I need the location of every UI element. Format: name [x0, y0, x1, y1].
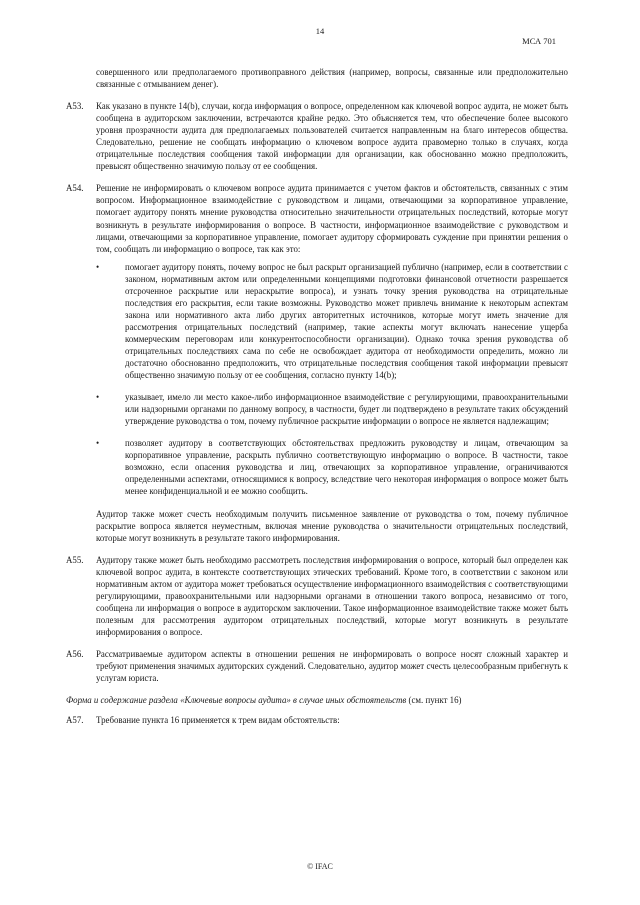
- after-bullets-text: Аудитор также может счесть необходимым получить письменное заявление от руководства о том, почему публичное раскрытие вопроса является неуместным, включая мнение руководства о значительности отрицательных последствий, которые могут возникнуть в результате такого информирования.: [96, 508, 568, 543]
- paragraph-text: Аудитору также может быть необходимо рассмотреть последствия информирования о вопросе, который был определен как ключевой вопрос аудита, в контексте соответствующих этических требований. Кроме того, в соответствии с законом или нормативным актом от аудитора может требоваться осуществление информационного взаимодействия с соответствующими регулирующими, правоохранительными или надзорными органами в отношении такого вопроса, независимо от того, сообщена ли информация о вопросе в аудиторском заключении. Такое информационное взаимодействие также может быть полезным для рассмотрения аудитором отрицательных последствий, которые могут возникнуть в результате информирования о вопросе.: [96, 554, 568, 637]
- paragraph-text: Решение не информировать о ключевом вопросе аудита принимается с учетом фактов и обстоятельств, связанных с этим вопросом. Информационное взаимодействие с руководством и лицами, отвечающими за корпоративное управление, помогает аудитору понять мнение руководства относительно значительности отрицательных последствий, которые могут возникнуть в результате информирования о вопросе. В частности, информационное взаимодействие с руководством и лицами, отвечающими за корпоративное управление, помогает аудитору сформировать суждение при принятии решения о том, сообщать ли информацию о вопросе, так как это:: [96, 183, 568, 254]
- paragraph-text: Требование пункта 16 применяется к трем видам обстоятельств:: [96, 715, 340, 726]
- paragraph-label: A53.: [66, 101, 84, 112]
- paragraph-label: A57.: [66, 715, 84, 726]
- paragraph-a56: [66, 648, 568, 684]
- footer-copyright: © IFAC: [307, 862, 333, 871]
- bullet-item: [66, 437, 568, 497]
- paragraph-text: Как указано в пункте 14(b), случаи, когда информация о вопросе, определенном как ключевой вопрос аудита, не может быть сообщена в аудиторском заключении, встречаются крайне редко. Это объясняется тем, что обеспечение более высокого уровня прозрачности аудита для предполагаемых пользователей считается направленным на благо интересов общества. Следовательно, решение не сообщать информацию о ключевом вопросе аудита правомерно только в случаях, когда отрицательные последствия сообщения такой информации для организации, как обоснованно можно предположить, превысят общественно значимую пользу от ее сообщения.: [96, 101, 568, 172]
- paragraph-text: Рассматриваемые аудитором аспекты в отношении решения не информировать о вопросе носят сложный характер и требуют применения значимых аудиторских суждений. Следовательно, аудитор может счесть целесообразным прибегнуть к услугам юриста.: [96, 648, 568, 684]
- bullet-text: позволяет аудитору в соответствующих обстоятельствах предложить руководству и лицам, отвечающим за корпоративное управление, раскрыть публично соответствующую информацию о вопросе. В частности, такое возможно, если опасения руководства и лиц, отвечающих за корпоративное управление, ограничиваются определенными аспектами, относящимися к вопросу, вследствие чего некоторая информация о вопросе может быть менее конфиденциальной и ее можно сообщить.: [125, 438, 568, 497]
- document-code: МСА 701: [522, 36, 556, 46]
- paragraph-a55: [66, 554, 568, 638]
- bullet-item: [66, 261, 568, 381]
- paragraph-label: A55.: [66, 554, 84, 565]
- paragraph-a53: [66, 100, 568, 172]
- paragraph-a57: [66, 714, 568, 726]
- intro-continuation: совершенного или предполагаемого противоправного действия (например, вопросы, связанные или предположительно связанные с отмыванием денег).: [96, 67, 568, 90]
- bullet-text: указывает, имело ли место какое-либо информационное взаимодействие с регулирующими, правоохранительными или надзорными органами по данному вопросу, в частности, будет ли подтверждено в результате таких обсуждений утверждение руководства о том, почему публичное раскрытие информации о вопросе не является надлежащим;: [125, 392, 568, 427]
- bullet-icon: •: [96, 438, 100, 449]
- document-body: [66, 66, 568, 736]
- bullet-icon: •: [96, 261, 100, 272]
- bullet-icon: •: [96, 392, 100, 403]
- paragraph-label: A56.: [66, 648, 84, 659]
- subheading-ref: (см. пункт 16): [406, 695, 462, 706]
- bullet-item: [66, 391, 568, 427]
- subheading-italic: Форма и содержание раздела «Ключевые вопросы аудита» в случае иных обстоятельств: [66, 695, 407, 706]
- page-number: 14: [315, 26, 325, 36]
- paragraph-a54: [66, 182, 568, 254]
- paragraph-label: A54.: [66, 183, 84, 194]
- section-subheading: [66, 694, 568, 706]
- bullet-text: помогает аудитору понять, почему вопрос не был раскрыт организацией публично (например, если в соответствии с законом, нормативным актом или определенными концепциями подготовки финансовой отчетности разрешается отсроченное раскрытие или нераскрытие вопроса), и узнать точку зрения руководства на отрицательные последствия его раскрытия, если такие возможны. Руководство может привлечь внимание к некоторым аспектам закона или нормативного акта либо других авторитетных источников, которые могут иметь значение для рассмотрения отрицательных последствий (например, такие аспекты могут включать нанесение ущерба коммерческим переговорам или конкурентоспособности организации). Однако точка зрения руководства об отрицательных последствиях сама по себе не освобождает аудитора от необходимости определить, можно ли достаточно обоснованно предположить, что отрицательные последствия сообщения такой информации превысят общественно значимую пользу от ее сообщения, согласно пункту 14(b);: [125, 261, 568, 381]
